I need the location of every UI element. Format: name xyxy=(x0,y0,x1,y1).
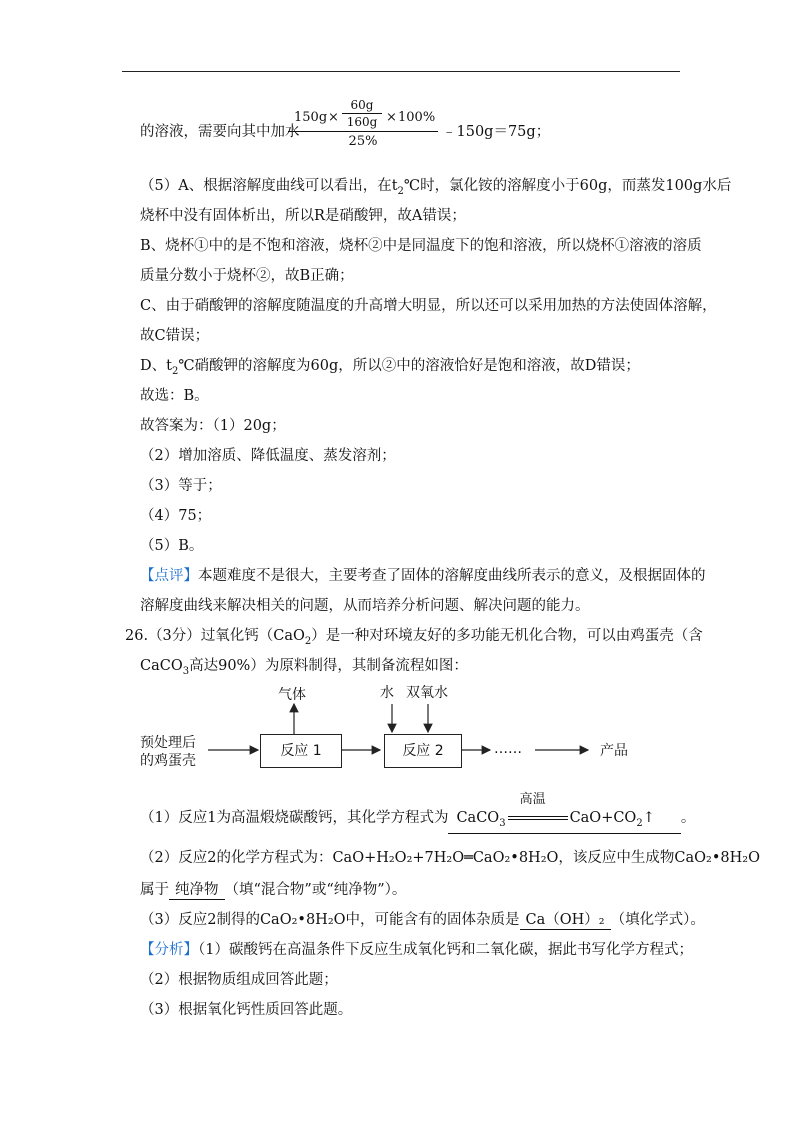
answers-intro: 故答案为：（1）20g； xyxy=(140,418,286,434)
p5-b-line2: 质量分数小于烧杯②，故B正确； xyxy=(140,268,354,284)
dots-label: …… xyxy=(494,741,522,757)
answer-5: （5）B。 xyxy=(140,538,204,554)
p5-d-line: D、$t_2℃$硝酸钾的溶解度为60g，所以②中的溶液恰好是饱和溶液，故D错误； xyxy=(140,358,640,377)
flow-diagram xyxy=(140,682,660,782)
q26-number: 26. xyxy=(125,628,149,644)
answer-2: （2）增加溶质、降低温度、蒸发溶剂； xyxy=(140,448,396,464)
answer-4: （4）75； xyxy=(140,508,212,524)
sub2-line2: 属于 纯净物 （填“混合物”或“纯净物”）。 xyxy=(140,882,407,898)
sub2-answer: 纯净物 xyxy=(169,881,225,900)
reaction1-box: 反应 1 xyxy=(260,734,342,768)
sub2-line1: （2）反应2的化学方程式为：CaO+H₂O₂+7H₂O═CaO₂•8H₂O，该反应中生成物CaO₂•8H₂O xyxy=(140,850,760,866)
p5-c-line1: C、由于硝酸钾的溶解度随温度的升高增大明显，所以还可以采用加热的方法使固体溶解， xyxy=(140,298,717,314)
gas-label: 气体 xyxy=(278,687,306,703)
p5-c-line2: 故C错误； xyxy=(140,328,210,344)
inner-fraction: 60g 160g xyxy=(340,98,384,129)
analysis-line2: （2）根据物质组成回答此题； xyxy=(140,972,338,988)
analysis-tag: 【分析】 xyxy=(140,942,198,958)
sub1-answer: CaCO$_3$ 高温 $CaO+CO_2↑$ xyxy=(448,809,680,834)
sub3-line: （3）反应2制得的CaO₂•8H₂O中，可能含有的固体杂质是 Ca（OH）₂ （填化学式）。 xyxy=(140,912,705,928)
analysis-line1: 【分析】（1）碳酸钙在高温条件下反应生成氧化钙和二氧化碳，据此书写化学方程式； xyxy=(140,942,693,958)
comment-line2: 溶解度曲线来解决相关的问题，从而培养分析问题、解决问题的能力。 xyxy=(140,598,590,614)
input-label: 预处理后 的鸡蛋壳 xyxy=(140,735,196,769)
water-label: 水 xyxy=(380,685,394,701)
part4-suffix: ﹣150g＝75g； xyxy=(442,124,551,140)
q26-line1: 26.（3分）过氧化钙（CaO$_2$）是一种对环境友好的多功能无机化合物，可以由鸡蛋壳（含 xyxy=(125,628,703,647)
comment-tag: 【点评】 xyxy=(140,568,198,584)
high-temp-condition: 高温 xyxy=(506,809,570,827)
part4-prefix: 的溶液，需要向其中加水 xyxy=(140,124,300,140)
p5-b-line1: B、烧杯①中的是不饱和溶液，烧杯②中是同温度下的饱和溶液，所以烧杯①溶液的溶质 xyxy=(140,238,702,254)
sub1-line: （1）反应1为高温煅烧碳酸钙，其化学方程式为 CaCO$_3$ 高温 $CaO+CO_2↑$ 。 xyxy=(140,808,695,834)
p5-choose: 故选：B。 xyxy=(140,388,209,404)
q26-line2: CaCO$_3$高达90%）为原料制得，其制备流程如图： xyxy=(140,658,468,677)
sub3-answer: Ca（OH）₂ xyxy=(520,911,611,930)
fraction-numerator: 150g × 60g 160g × 100% xyxy=(294,98,436,129)
product-label: 产品 xyxy=(600,743,628,759)
fraction-denominator: 25% xyxy=(348,134,378,149)
answer-3: （3）等于； xyxy=(140,478,222,494)
analysis-line3: （3）根据氧化钙性质回答此题。 xyxy=(140,1002,353,1018)
header-rule xyxy=(122,71,680,72)
peroxide-label: 双氧水 xyxy=(406,685,448,701)
p5-a-line2: 烧杯中没有固体析出，所以R是硝酸钾，故A错误； xyxy=(140,208,466,224)
comment-line1: 【点评】本题难度不是很大，主要考查了固体的溶解度曲线所表示的意义，及根据固体的 xyxy=(140,568,706,584)
p5-a-line1: （5）A、根据溶解度曲线可以看出，在$t_2℃$时，氯化铵的溶解度小于60g，而蒸发100g水后 xyxy=(140,178,732,197)
reaction2-box: 反应 2 xyxy=(384,734,462,768)
